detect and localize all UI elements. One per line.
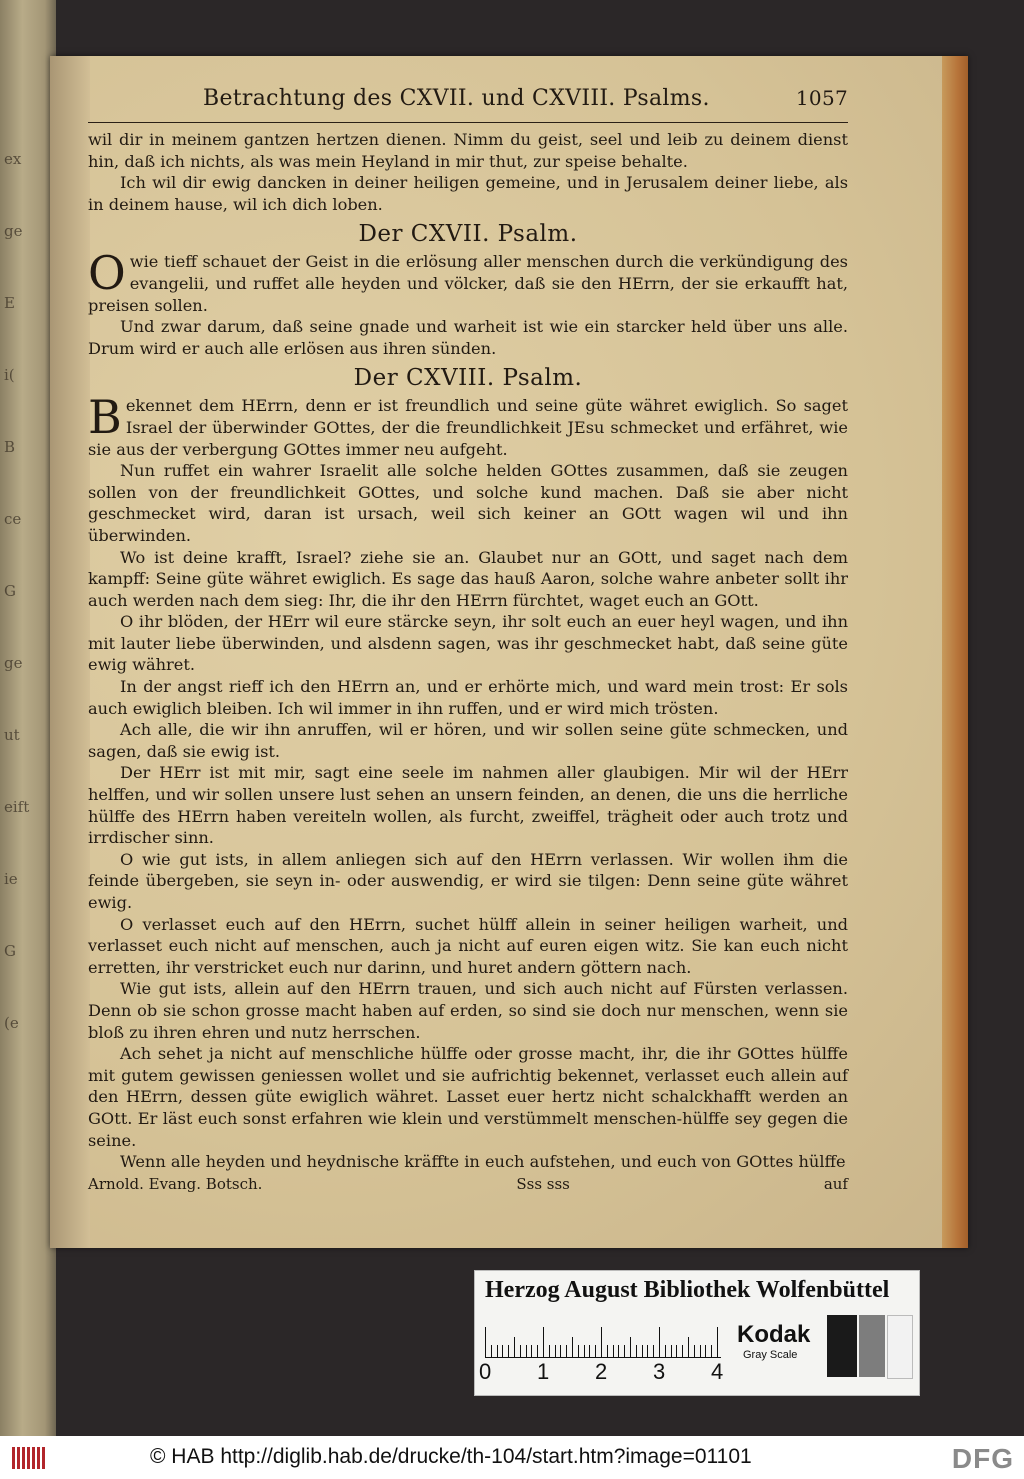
- ruler-tick: [543, 1327, 544, 1357]
- hab-logo-icon: [12, 1447, 46, 1469]
- signature-mark: Sss sss: [516, 1174, 570, 1193]
- paragraph-text: ekennet dem HErrn, denn er ist freundlich und seine güte währet ewiglich. So saget Israel der überwinder GOttes, der die freundlichkeit JEsu schmecket und erfähret, wie sie aus der verbergung GOttes immer neu aufgeht.: [88, 396, 848, 459]
- previous-page-fragment: B: [4, 438, 16, 456]
- gray-scale-label: Gray Scale: [743, 1349, 798, 1361]
- paragraph: Ach alle, die wir ihn anruffen, wil er hören, und wir sollen seine güte schmecken, und sagen, daß sie ewig ist.: [88, 720, 848, 761]
- paragraph: Ich wil dir ewig dancken in deiner heiligen gemeine, und in Jerusalem deiner liebe, als in deinem hause, wil ich dich loben.: [88, 173, 848, 214]
- previous-page-fragment: ge: [4, 654, 23, 672]
- previous-page-fragment: ie: [4, 870, 18, 888]
- drop-cap: O: [88, 246, 126, 301]
- ruler-tick: [705, 1345, 706, 1357]
- ruler-tick: [653, 1345, 654, 1357]
- ruler-tick: [717, 1327, 718, 1357]
- ruler-tick: [520, 1345, 521, 1357]
- ruler-tick: [607, 1345, 608, 1357]
- paragraph: O ihr blöden, der HErr wil eure stärcke seyn, ihr solt euch an euer heyl wagen, und ihn mit lauter liebe überwinden, und alsdenn sagen, was ihr geschmecket habt, daß seine güte ewig währet.: [88, 612, 848, 675]
- ruler-tick: [694, 1345, 695, 1357]
- dfg-logo: DFG: [951, 1443, 1014, 1474]
- ruler-tick: [531, 1345, 532, 1357]
- ruler-tick: [514, 1337, 515, 1357]
- paragraph: Nun ruffet ein wahrer Israelit alle solche helden GOttes zusammen, daß sie zeugen sollen von der freundlichkeit GOttes, und solche kund machen. Daß sie aber nicht geschmecket wird, daran ist ursach, weil sich keiner an GOtt wagen wil und ihn überwinden.: [88, 461, 848, 545]
- ruler-tick: [485, 1327, 486, 1357]
- library-name: Herzog August Bibliothek Wolfenbüttel: [485, 1277, 890, 1303]
- swatch-gray: [859, 1315, 885, 1377]
- paragraph: Wie gut ists, allein auf den HErrn trauen, und sich auch nicht auf Fürsten verlassen. Denn ob sie schon grosse macht haben auf erden, so sind sie doch nur menschen, wenn sie bloß zu ihren ehren und nutz herrschen.: [88, 979, 848, 1042]
- page-number: 1057: [795, 86, 848, 110]
- paragraph: Ach sehet ja nicht auf menschliche hülffe oder grosse macht, ihr, die ihr GOttes hülffe mit gutem gewissen geniessen wollet und sie aufrichtig bekennet, verlasset euch allein auf den HErrn, dessen güte ewiglich währet. Lasset euer hertz nicht schalckhafft werden an GOtt. Er läst euch sonst erfahren wie klein und verstümmelt menschen-hülffe sey gegen die seine.: [88, 1044, 848, 1150]
- swatch-white: [887, 1315, 913, 1379]
- ruler-tick: [630, 1337, 631, 1357]
- ruler-number: 0: [479, 1359, 492, 1384]
- footer-author: Arnold. Evang. Botsch.: [88, 1174, 263, 1193]
- running-title: Betrachtung des CXVII. und CXVIII. Psalms.: [203, 86, 710, 111]
- ruler-tick: [526, 1345, 527, 1357]
- previous-page-fragment: ge: [4, 222, 23, 240]
- paragraph: Wenn alle heyden und heydnische kräffte in euch aufstehen, und euch von GOttes hülffe: [120, 1152, 846, 1172]
- ruler-tick: [491, 1345, 492, 1357]
- previous-page-fragment: eift: [4, 798, 30, 816]
- previous-page-fragment: G: [4, 942, 16, 960]
- scale-ruler: [485, 1323, 721, 1358]
- paragraph: Und zwar darum, daß seine gnade und warheit ist wie ein starcker held über uns alle. Drum wird er auch alle erlösen aus ihren sünden.: [88, 317, 848, 358]
- ruler-tick: [682, 1345, 683, 1357]
- drop-cap: B: [88, 390, 122, 445]
- ruler-tick: [578, 1345, 579, 1357]
- paragraph: O wie gut ists, in allem anliegen sich auf den HErrn verlassen. Wir wollen ihm die feinde übergeben, sie seyn in- oder auswendig, er wird sie tilgen: Denn seine güte währet ewig.: [88, 849, 848, 912]
- previous-page-fragment: i(: [4, 366, 15, 384]
- ruler-tick: [502, 1345, 503, 1357]
- ruler-tick: [671, 1345, 672, 1357]
- site-footer: [0, 1436, 1024, 1479]
- ruler-number: 2: [595, 1359, 608, 1384]
- ruler-tick: [711, 1345, 712, 1357]
- previous-page-fragment: E: [4, 294, 15, 312]
- paragraph: [88, 390, 848, 460]
- ruler-tick: [560, 1345, 561, 1357]
- paragraph: O verlasset euch auf den HErrn, suchet hülff allein in seiner heiligen warheit, und verlasset euch nicht auf menschen, auch ja nicht auf euren eigen witz. Sie kan euch nicht erretten, ihr verstricket euch nur darinn, und huret andern göttern nach.: [88, 914, 848, 977]
- paragraph: In der angst rieff ich den HErrn an, und er erhörte mich, und ward mein trost: Er sols auch ewiglich bleiben. Ich wil immer in ihn ruffen, und er wird mich trösten.: [88, 677, 848, 718]
- paragraph: Der HErr ist mit mir, sagt eine seele im nahmen aller glaubigen. Mir wil der HErr helffen, und wir sollen unsere lust sehen an unsern feinden, an denen, die uns die herrliche hülffe des HErrn haben vereiteln wollen, als furcht, zweiffel, trägheit oder auch trotz und irrdischer sinn.: [88, 763, 848, 848]
- ruler-tick: [618, 1345, 619, 1357]
- header-rule: [88, 122, 848, 123]
- paragraph: Wo ist deine krafft, Israel? ziehe sie an. Glaubet nur an GOtt, und saget nach dem kampff: Seine güte währet ewiglich. Es sage das hauß Aaron, solche wahre anbeter sollt ihr auch werden nach dem sieg: Ihr, die ihr den HErrn fürchtet, waget euch an GOtt.: [88, 547, 848, 610]
- paragraph: [88, 246, 848, 316]
- ruler-tick: [601, 1327, 602, 1357]
- ruler-tick: [589, 1345, 590, 1357]
- ruler-tick: [549, 1345, 550, 1357]
- ruler-tick: [636, 1345, 637, 1357]
- paragraph-text: wie tieff schauet der Geist in die erlösung aller menschen durch die verkündigung des evangelii, und ruffet alle heyden und völcker, daß sie den HErrn, der sie erkaufft hat, preisen sollen.: [88, 252, 848, 315]
- ruler-tick: [613, 1345, 614, 1357]
- ruler-tick: [659, 1327, 660, 1357]
- previous-page-fragment: G: [4, 582, 16, 600]
- ruler-tick: [508, 1345, 509, 1357]
- paragraph: wil dir in meinem gantzen hertzen dienen. Nimm du geist, seel und leib zu deinem dienst hin, daß ich nichts, als was mein Heyland in mir thut, zur speise behalte.: [88, 130, 848, 171]
- ruler-number: 4: [711, 1359, 724, 1384]
- ruler-tick: [700, 1345, 701, 1357]
- previous-page-edge: [0, 0, 56, 1436]
- running-head: [88, 86, 848, 122]
- ruler-tick: [595, 1345, 596, 1357]
- kodak-logo: Kodak: [737, 1321, 811, 1348]
- page-footer-line: [88, 1175, 848, 1193]
- page-text: [88, 86, 848, 1193]
- ruler-tick: [566, 1345, 567, 1357]
- ruler-tick: [647, 1345, 648, 1357]
- ruler-tick: [572, 1337, 573, 1357]
- ruler-number: 3: [653, 1359, 666, 1384]
- ruler-tick: [584, 1345, 585, 1357]
- page-edge: [942, 56, 968, 1248]
- ruler-tick: [497, 1345, 498, 1357]
- ruler-tick: [676, 1345, 677, 1357]
- ruler-tick: [642, 1345, 643, 1357]
- ruler-number: 1: [537, 1359, 550, 1384]
- previous-page-fragment: (e: [4, 1014, 19, 1032]
- copyright-link[interactable]: © HAB http://diglib.hab.de/drucke/th-104/start.htm?image=01101: [150, 1445, 752, 1468]
- section-heading: Der CXVII. Psalm.: [358, 221, 578, 248]
- catchword: auf: [823, 1174, 848, 1193]
- previous-page-fragment: ce: [4, 510, 22, 528]
- ruler-tick: [555, 1345, 556, 1357]
- book-page: [50, 56, 968, 1248]
- previous-page-fragment: ut: [4, 726, 20, 744]
- ruler-tick: [688, 1337, 689, 1357]
- page-gutter: [50, 56, 90, 1248]
- ruler-tick: [665, 1345, 666, 1357]
- swatch-black: [827, 1315, 857, 1377]
- ruler-tick: [537, 1345, 538, 1357]
- section-heading: Der CXVIII. Psalm.: [353, 365, 583, 392]
- previous-page-fragment: ex: [4, 150, 22, 168]
- ruler-tick: [624, 1345, 625, 1357]
- color-reference-card: [474, 1270, 920, 1396]
